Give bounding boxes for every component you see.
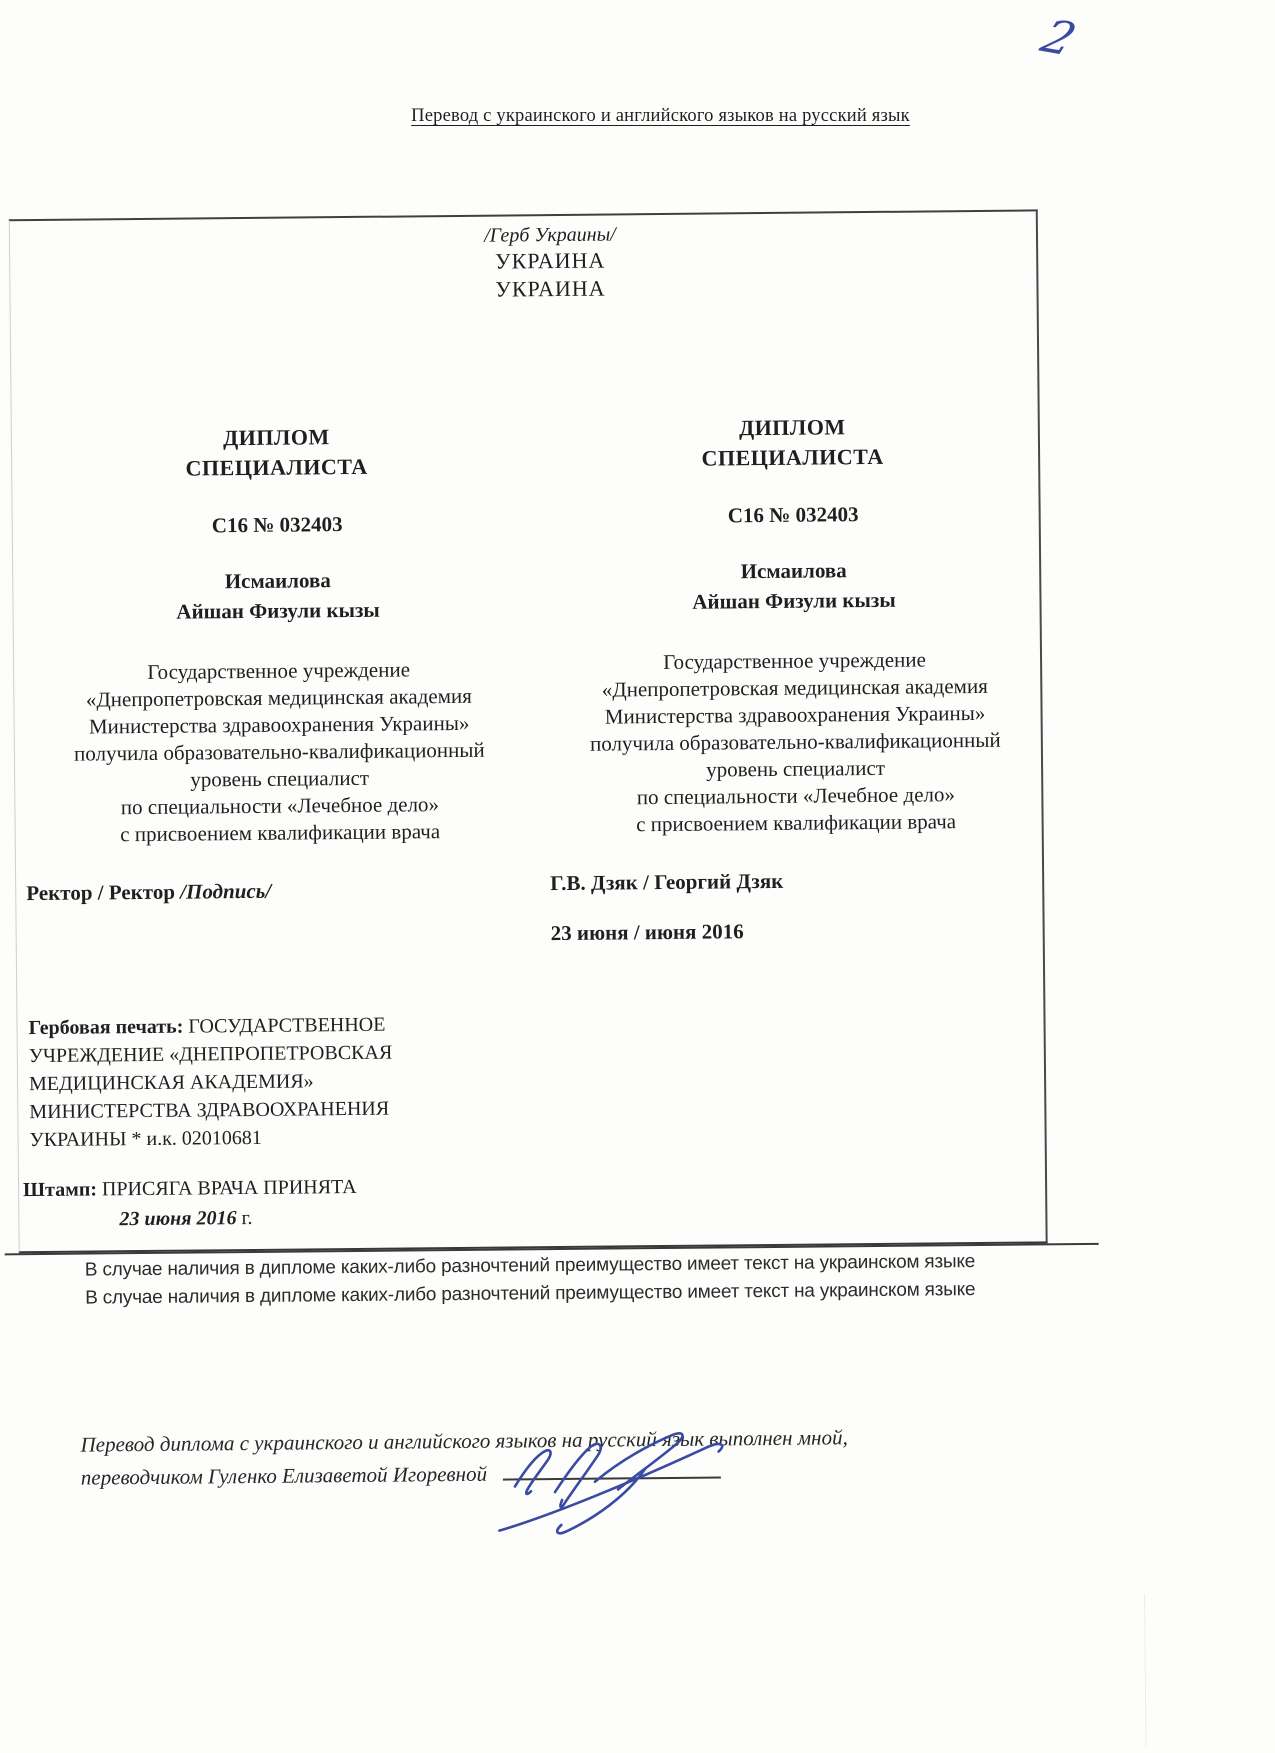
- signature-placeholder-note: /Подпись/: [180, 878, 272, 904]
- stamp-text: ПРИСЯГА ВРАЧА ПРИНЯТА: [101, 1175, 357, 1201]
- disclaimer-line: В случае наличия в дипломе каких-либо разночтений преимущество имеет текст на украинском языке: [85, 1279, 976, 1309]
- diploma-date: 23 июня / июня 2016: [550, 919, 744, 946]
- seal-line: МИНИСТЕРСТВА ЗДРАВООХРАНЕНИЯ: [29, 1097, 390, 1124]
- body-line: уровень специалист: [190, 765, 370, 792]
- translator-line: переводчиком Гуленко Елизаветой Игоревной: [80, 1461, 488, 1490]
- body-line: по специальности «Лечебное дело»: [636, 782, 956, 810]
- diploma-column-right: [540, 410, 1049, 839]
- body-line: получила образовательно-квалификационный: [74, 737, 485, 766]
- diploma-column-left: [24, 420, 533, 849]
- language-precedence-disclaimer: [85, 1248, 976, 1313]
- holder-given-names: Айшан Физули кызы: [176, 597, 380, 624]
- diploma-title-line1: ДИПЛОМ: [738, 414, 846, 441]
- seal-text: ГОСУДАРСТВЕННОЕ: [188, 1013, 386, 1038]
- rector-signature-line: [26, 879, 271, 906]
- stamp-line: [23, 1172, 357, 1205]
- body-line: Министерства здравоохранения Украины»: [604, 700, 986, 729]
- stamp-date-suffix: г.: [241, 1206, 253, 1230]
- stamp-date-line: [119, 1202, 357, 1234]
- seal-label: Гербовая печать:: [28, 1015, 184, 1040]
- body-line: Государственное учреждение: [663, 647, 926, 675]
- rector-name-block: [550, 869, 784, 946]
- diploma-series-number: С16 № 032403: [727, 502, 859, 528]
- country-line-ua: УКРАИНА: [494, 247, 606, 274]
- country-line-ru: УКРАИНА: [495, 275, 606, 302]
- stamp-label: Штамп:: [22, 1178, 98, 1202]
- rector-name: Г.В. Дзяк / Георгий Дзяк: [550, 868, 784, 896]
- body-line: по специальности «Лечебное дело»: [120, 792, 440, 820]
- body-line: получила образовательно-квалификационный: [589, 727, 1001, 756]
- holder-surname: Исмаилова: [740, 558, 847, 584]
- diploma-title-line1: ДИПЛОМ: [222, 424, 330, 451]
- translator-signature-scribble: [476, 1410, 807, 1543]
- emblem-note: /Герб Украины/: [484, 223, 616, 247]
- stamp-date: 23 июня 2016: [119, 1207, 237, 1231]
- body-line: Государственное учреждение: [147, 657, 411, 684]
- disclaimer-line: В случае наличия в дипломе каких-либо разночтений преимущество имеет текст на украинском языке: [84, 1251, 976, 1281]
- body-line: уровень специалист: [706, 755, 886, 782]
- handwritten-page-number: 2: [1034, 9, 1084, 66]
- holder-surname: Исмаилова: [224, 568, 331, 594]
- translator-line: Перевод диплома с украинского и английского языков на русский язык выполнен мной,: [80, 1425, 848, 1457]
- seal-line: МЕДИЦИНСКАЯ АКАДЕМИЯ»: [28, 1070, 314, 1096]
- diploma-body-text: [542, 645, 1049, 839]
- body-line: с присвоением квалификации врача: [636, 809, 957, 837]
- diploma-title-line2: СПЕЦИАЛИСТА: [185, 453, 368, 481]
- body-line: «Днепропетровская медицинская академия: [85, 683, 472, 712]
- diploma-title-line2: СПЕЦИАЛИСТА: [701, 443, 884, 471]
- certificate-box: [9, 209, 1048, 1253]
- seal-line: УКРАИНЫ * и.к. 02010681: [29, 1126, 262, 1152]
- body-line: Министерства здравоохранения Украины»: [88, 710, 470, 739]
- body-line: с присвоением квалификации врача: [120, 819, 441, 847]
- diploma-body-text: [26, 655, 533, 849]
- diploma-series-number: С16 № 032403: [211, 512, 343, 538]
- seal-description: [28, 1010, 509, 1155]
- seal-line: УЧРЕЖДЕНИЕ «ДНЕПРОПЕТРОВСКАЯ: [28, 1041, 393, 1068]
- holder-given-names: Айшан Физули кызы: [692, 587, 896, 614]
- translation-header-text: Перевод с украинского и английского языков на русский язык: [411, 106, 910, 126]
- rector-label: Ректор / Ректор: [26, 879, 176, 906]
- stamp-description: [23, 1172, 357, 1235]
- body-line: «Днепропетровская медицинская академия: [601, 673, 988, 702]
- scan-artifact-line: [1144, 1594, 1146, 1747]
